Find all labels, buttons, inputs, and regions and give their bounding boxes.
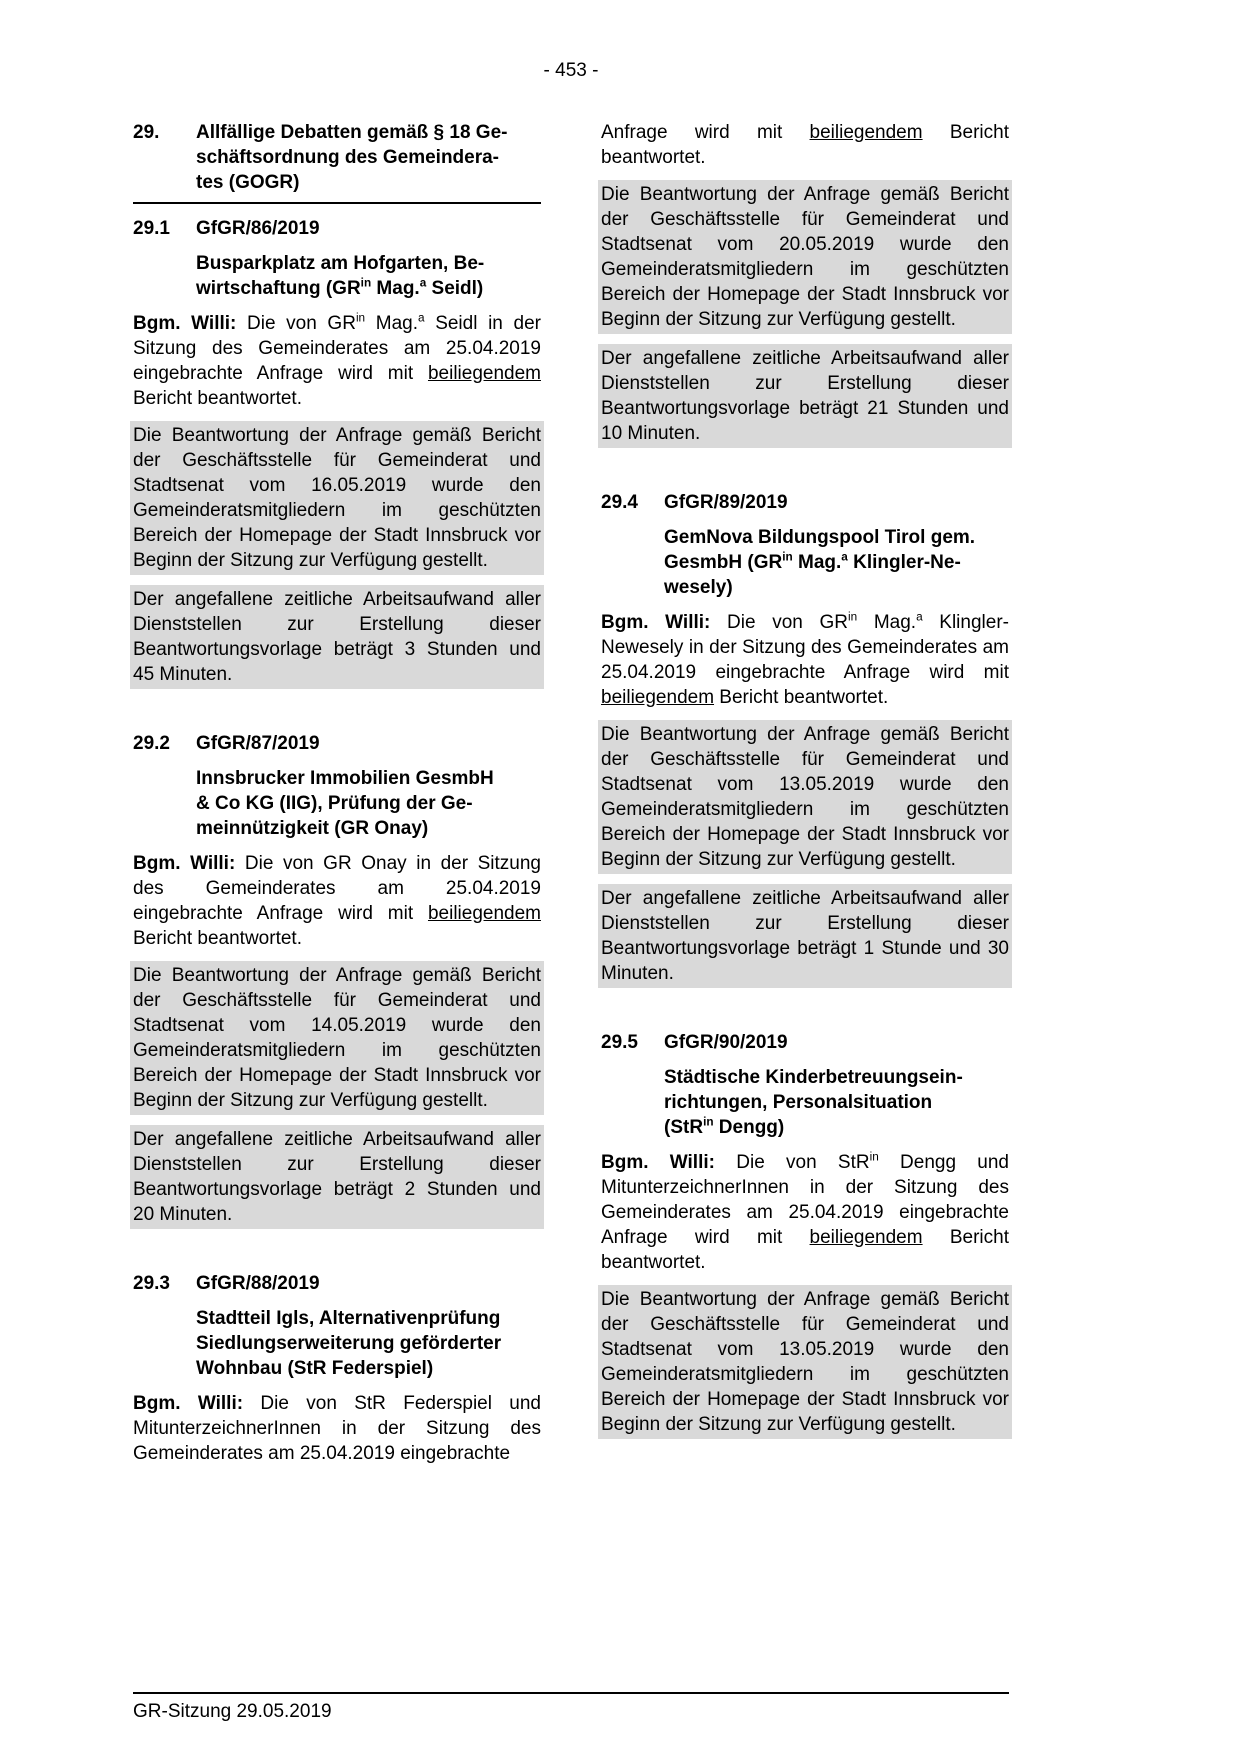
underlined-term: beiliegendem xyxy=(427,903,541,924)
text-run: Bericht beantwortet. xyxy=(133,928,302,949)
text-run: Dengg und MitunterzeichnerInnen in der Sitzung des Gemeinderates am 25.04.2019 eingebrachte Anfrage wird mit xyxy=(601,1152,1010,1248)
text-run: Der angefallene zeitliche Arbeitsaufwand aller Dienststellen zur Erstellung dieser Beantwortungsvorlage beträgt 2 Stunden und 20 Minuten. xyxy=(133,1129,541,1225)
item-heading xyxy=(601,490,1009,515)
paragraph xyxy=(601,610,1009,710)
text-run: Bericht beantwortet. xyxy=(714,687,889,708)
text-run: Dengg) xyxy=(713,1117,785,1138)
item-number: 29.3 xyxy=(133,1273,170,1294)
underlined-term: beiliegendem xyxy=(601,687,715,708)
item-heading xyxy=(133,1271,541,1296)
text-run: richtungen, Personalsituation xyxy=(664,1092,933,1113)
item-heading xyxy=(133,731,541,756)
text-run: Seidl) xyxy=(426,278,484,299)
text-run: Bericht beantwortet. xyxy=(133,388,302,409)
text-run: Allfällige Debatten gemäß § 18 Ge- xyxy=(196,122,508,143)
text-run: Bericht beantwortet. xyxy=(601,122,1009,168)
highlighted-note xyxy=(598,344,1012,448)
paragraph xyxy=(133,851,541,951)
text-run: & Co KG (IIG), Prüfung der Ge- xyxy=(196,793,473,814)
text-run: Stadtteil Igls, Alternativenprüfung xyxy=(196,1308,501,1329)
text-run: tes (GOGR) xyxy=(196,172,300,193)
item-number: 29.2 xyxy=(133,733,170,754)
item-code: GfGR/89/2019 xyxy=(664,492,788,513)
text-run: Busparkplatz am Hofgarten, Be- xyxy=(196,253,485,274)
text-run: Der angefallene zeitliche Arbeitsaufwand aller Dienststellen zur Erstellung dieser Beantwortungsvorlage beträgt 21 Stunden und 10 Minuten. xyxy=(601,348,1009,444)
superscript: in xyxy=(703,1115,714,1129)
text-run: Die Beantwortung der Anfrage gemäß Bericht der Geschäftsstelle für Gemeinderat und Stadtsenat vom 16.05.2019 wurde den Gemeinderatsmitgliedern im geschützten Bereich der Homepage der Stadt Innsbruck vor Beginn der Sitzung zur Verfügung gestellt. xyxy=(133,425,541,571)
text-run: Die Beantwortung der Anfrage gemäß Bericht der Geschäftsstelle für Gemeinderat und Stadtsenat vom 20.05.2019 wurde den Gemeinderatsmitgliedern im geschützten Bereich der Homepage der Stadt Innsbruck vor Beginn der Sitzung zur Verfügung gestellt. xyxy=(601,184,1009,330)
right-column xyxy=(601,120,1009,1449)
item-title xyxy=(601,525,1009,600)
highlighted-note xyxy=(598,884,1012,988)
text-run: Die Beantwortung der Anfrage gemäß Bericht der Geschäftsstelle für Gemeinderat und Stadtsenat vom 13.05.2019 wurde den Gemeinderatsmitgliedern im geschützten Bereich der Homepage der Stadt Innsbruck vor Beginn der Sitzung zur Verfügung gestellt. xyxy=(601,724,1009,870)
paragraph xyxy=(601,1150,1009,1275)
item-code: GfGR/87/2019 xyxy=(196,733,320,754)
text-run: Mag. xyxy=(857,612,917,633)
text-run: Bericht beantwortet. xyxy=(601,1227,1009,1273)
paragraph xyxy=(133,311,541,411)
text-run: Seidl in der Sitzung des Gemeinderates am 25.04.2019 eingebrachte Anfrage wird mit xyxy=(133,313,541,384)
text-run: Die von StR Federspiel und MitunterzeichnerInnen in der Sitzung des Gemeinderates am 25.04.2019 eingebrachte xyxy=(133,1393,541,1464)
highlighted-note xyxy=(130,961,544,1115)
section-number: 29. xyxy=(133,122,160,143)
text-run: Klingler-Ne- xyxy=(847,552,961,573)
superscript: a xyxy=(418,311,425,325)
paragraph xyxy=(133,1391,541,1466)
text-run: Mag. xyxy=(365,313,418,334)
text-run: Die Beantwortung der Anfrage gemäß Bericht der Geschäftsstelle für Gemeinderat und Stadtsenat vom 14.05.2019 wurde den Gemeinderatsmitgliedern im geschützten Bereich der Homepage der Stadt Innsbruck vor Beginn der Sitzung zur Verfügung gestellt. xyxy=(133,965,541,1111)
text-run: GemNova Bildungspool Tirol gem. xyxy=(664,527,976,548)
superscript: in xyxy=(360,276,372,290)
page-number: - 453 - xyxy=(543,60,599,81)
highlighted-note xyxy=(598,720,1012,874)
highlighted-note xyxy=(598,180,1012,334)
text-run: Die von GR Onay in der Sitzung des Gemeinderates am 25.04.2019 eingebrachte Anfrage wird mit xyxy=(133,853,541,924)
item-title xyxy=(133,251,541,301)
speaker-label: Bgm. Willi: xyxy=(601,612,711,633)
text-run: meinnützigkeit (GR Onay) xyxy=(196,818,429,839)
paragraph xyxy=(601,120,1009,170)
item-code: GfGR/86/2019 xyxy=(196,218,320,239)
superscript: in xyxy=(355,311,366,325)
text-run: Städtische Kinderbetreuungsein- xyxy=(664,1067,963,1088)
superscript: in xyxy=(869,1150,879,1164)
text-run: Mag. xyxy=(371,278,420,299)
text-run: GesmbH (GR xyxy=(664,552,783,573)
highlighted-note xyxy=(130,585,544,689)
text-run: wirtschaftung (GR xyxy=(196,278,361,299)
item-title xyxy=(133,766,541,841)
text-run: (StR xyxy=(664,1117,704,1138)
section-heading-text xyxy=(196,120,541,195)
text-run: Wohnbau (StR Federspiel) xyxy=(196,1358,434,1379)
text-run: Mag. xyxy=(792,552,842,573)
superscript: in xyxy=(782,550,793,564)
superscript: in xyxy=(848,610,858,624)
underlined-term: beiliegendem xyxy=(809,122,923,143)
underlined-term: beiliegendem xyxy=(427,363,541,384)
speaker-label: Bgm. Willi: xyxy=(133,853,236,874)
highlighted-note xyxy=(130,1125,544,1229)
superscript: a xyxy=(916,610,923,624)
speaker-label: Bgm. Willi: xyxy=(133,313,237,334)
superscript: a xyxy=(419,276,427,290)
item-number: 29.5 xyxy=(601,1032,638,1053)
text-run: Siedlungserweiterung geförderter xyxy=(196,1333,502,1354)
item-heading xyxy=(601,1030,1009,1055)
footer-text: GR-Sitzung 29.05.2019 xyxy=(133,1701,332,1722)
text-run: Der angefallene zeitliche Arbeitsaufwand aller Dienststellen zur Erstellung dieser Beantwortungsvorlage beträgt 1 Stunde und 30 Minuten. xyxy=(601,888,1009,984)
speaker-label: Bgm. Willi: xyxy=(133,1393,244,1414)
section-heading xyxy=(133,120,541,204)
superscript: a xyxy=(841,550,848,564)
highlighted-note xyxy=(130,421,544,575)
text-run: schäftsordnung des Gemeindera- xyxy=(196,147,500,168)
item-number: 29.4 xyxy=(601,492,638,513)
item-heading xyxy=(133,216,541,241)
text-run: Die von StR xyxy=(714,1152,870,1173)
text-run: Klingler-Newesely in der Sitzung des Gemeinderates am 25.04.2019 eingebrachte Anfrage wird mit xyxy=(601,612,1009,683)
text-run: Der angefallene zeitliche Arbeitsaufwand aller Dienststellen zur Erstellung dieser Beantwortungsvorlage beträgt 3 Stunden und 45 Minuten. xyxy=(133,589,541,685)
left-column xyxy=(133,120,541,1476)
item-code: GfGR/88/2019 xyxy=(196,1273,320,1294)
text-run: Innsbrucker Immobilien GesmbH xyxy=(196,768,494,789)
item-title xyxy=(601,1065,1009,1140)
item-number: 29.1 xyxy=(133,218,170,239)
highlighted-note xyxy=(598,1285,1012,1439)
underlined-term: beiliegendem xyxy=(809,1227,923,1248)
text-run: Die von GR xyxy=(710,612,848,633)
text-run: Die von GR xyxy=(236,313,356,334)
text-run: Anfrage wird mit xyxy=(601,122,810,143)
item-code: GfGR/90/2019 xyxy=(664,1032,788,1053)
text-run: wesely) xyxy=(664,577,733,598)
page-footer xyxy=(133,1692,1009,1724)
speaker-label: Bgm. Willi: xyxy=(601,1152,715,1173)
footer-rule xyxy=(133,1692,1009,1694)
text-run: Die Beantwortung der Anfrage gemäß Bericht der Geschäftsstelle für Gemeinderat und Stadtsenat vom 13.05.2019 wurde den Gemeinderatsmitgliedern im geschützten Bereich der Homepage der Stadt Innsbruck vor Beginn der Sitzung zur Verfügung gestellt. xyxy=(601,1289,1009,1435)
item-title xyxy=(133,1306,541,1381)
